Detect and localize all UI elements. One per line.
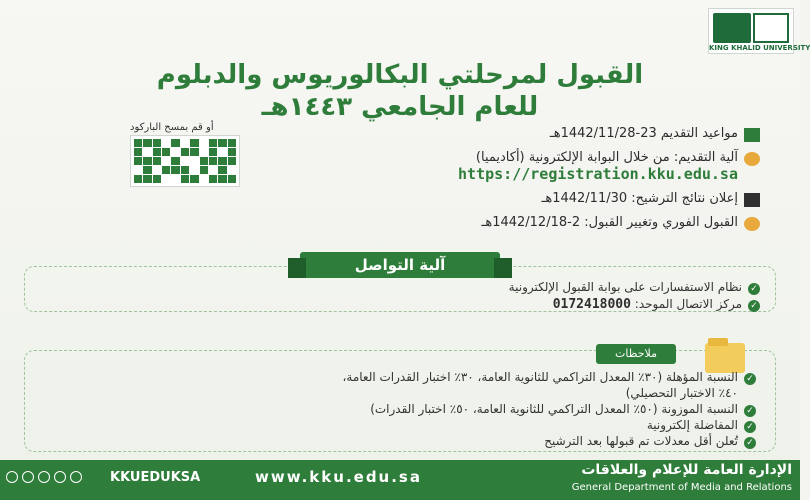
folder-icon bbox=[705, 343, 745, 373]
telegram-icon[interactable] bbox=[54, 471, 66, 483]
mechanism-item: آلية التقديم: من خلال البوابة الإلكترونية (أكاديميا) bbox=[475, 150, 738, 165]
logo-text: KING KHALID UNIVERSITY bbox=[709, 44, 810, 52]
gear-icon bbox=[744, 152, 760, 166]
footer bbox=[0, 460, 800, 500]
note-row bbox=[370, 402, 756, 417]
note-row bbox=[544, 434, 756, 449]
social-icons bbox=[6, 471, 82, 483]
qr-code-icon[interactable] bbox=[130, 135, 240, 187]
youtube-icon[interactable] bbox=[38, 471, 50, 483]
calendar-icon bbox=[744, 128, 760, 142]
note-3: المفاضلة إلكترونية bbox=[646, 418, 738, 432]
admission-item: القبول الفوري وتغيير القبول: 2-1442/12/18هـ bbox=[481, 215, 738, 230]
footer-url[interactable]: www.kku.edu.sa bbox=[255, 468, 422, 486]
page-subtitle: للعام الجامعي ١٤٤٣هـ bbox=[261, 92, 539, 122]
qr-label: أو قم بمسح الباركود bbox=[130, 122, 214, 133]
check-icon: ✓ bbox=[744, 405, 756, 417]
university-logo bbox=[708, 8, 810, 54]
note-2: النسبة الموزونة (٥٠٪ المعدل التراكمي للثانوية العامة، ٥٠٪ اختبار القدرات) bbox=[370, 402, 738, 416]
department-name-en: General Department of Media and Relations bbox=[571, 482, 792, 493]
notes-tag: ملاحظات bbox=[596, 344, 676, 364]
contact-title: آلية التواصل bbox=[300, 252, 500, 278]
social-handle[interactable]: KKUEDUKSA bbox=[110, 470, 201, 485]
results-item: إعلان نتائج الترشيح: 1442/11/30هـ bbox=[541, 191, 738, 206]
page-title: القبول لمرحلتي البكالوريوس والدبلوم bbox=[156, 60, 644, 90]
department-name-ar: الإدارة العامة للإعلام والعلاقات bbox=[581, 462, 792, 478]
contact-phone[interactable]: 0172418000 bbox=[552, 297, 631, 312]
check-icon: ✓ bbox=[744, 421, 756, 433]
note-1a: النسبة المؤهلة (٣٠٪ المعدل التراكمي للثانوية العامة، ٣٠٪ اختبار القدرات العامة، bbox=[342, 370, 738, 384]
contact-row2-label: مركز الاتصال الموحد: bbox=[634, 297, 742, 311]
note-row bbox=[647, 418, 756, 433]
note-row bbox=[343, 370, 756, 385]
check-icon: ✓ bbox=[748, 283, 760, 295]
note-4: تُعلن أقل معدلات تم قبولها بعد الترشيح bbox=[544, 434, 738, 448]
check-icon: ✓ bbox=[744, 437, 756, 449]
registration-link[interactable]: https://registration.kku.edu.sa bbox=[458, 165, 738, 183]
logo-emblem-icon bbox=[713, 13, 751, 43]
dates-item: مواعيد التقديم 23-1442/11/28هـ bbox=[549, 126, 738, 141]
note-1b: ٤٠٪ الاختبار التحصيلي) bbox=[625, 386, 738, 400]
logo-frame-icon bbox=[753, 13, 789, 43]
snapchat-icon[interactable] bbox=[6, 471, 18, 483]
contact-row1: نظام الاستفسارات على بوابة القبول الإلكترونية bbox=[508, 280, 742, 294]
gear-icon bbox=[744, 217, 760, 231]
twitter-icon[interactable] bbox=[70, 471, 82, 483]
megaphone-icon bbox=[744, 193, 760, 207]
contact-row bbox=[509, 280, 760, 295]
check-icon: ✓ bbox=[748, 300, 760, 312]
instagram-icon[interactable] bbox=[22, 471, 34, 483]
contact-row bbox=[553, 297, 760, 312]
check-icon: ✓ bbox=[744, 373, 756, 385]
